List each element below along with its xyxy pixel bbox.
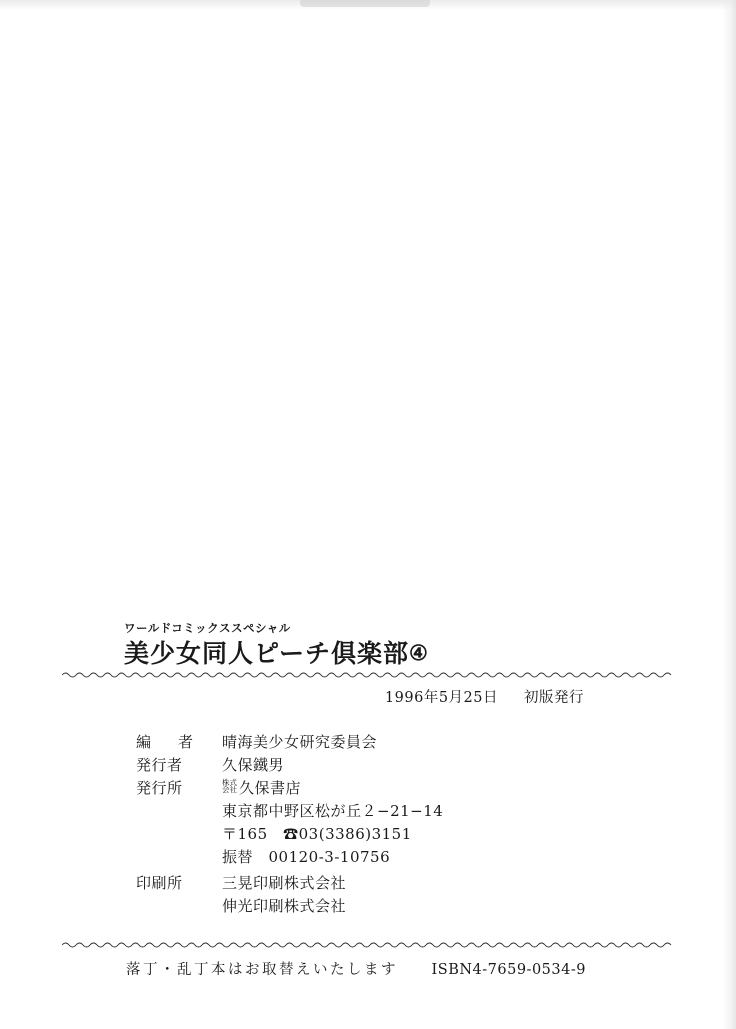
edition-label: 初版発行 bbox=[524, 690, 584, 706]
publisher-address-line-1: 東京都中野区松が丘２−21−14 bbox=[222, 802, 444, 820]
credit-value-printer: 三晃印刷株式会社 bbox=[222, 874, 347, 892]
page-top-smudge bbox=[300, 0, 430, 7]
credit-row-publisher-person bbox=[136, 754, 736, 777]
printer-second-name: 伸光印刷株式会社 bbox=[222, 897, 347, 915]
corp-prefix bbox=[222, 779, 237, 793]
publisher-address-line-2: 〒165 ☎03(3386)3151 bbox=[222, 825, 412, 843]
footer-row bbox=[0, 958, 736, 979]
credits-table bbox=[136, 731, 736, 918]
publication-date-row bbox=[0, 686, 736, 707]
divider-wave-top bbox=[62, 670, 672, 679]
publisher-company-name: 久保書店 bbox=[239, 779, 302, 797]
credit-label-publisher-company: 発行所 bbox=[136, 779, 183, 797]
book-volume-number: ④ bbox=[409, 640, 429, 665]
isbn: ISBN4-7659-0534-9 bbox=[431, 962, 586, 978]
credit-label-publisher-person: 発行者 bbox=[136, 756, 183, 774]
credit-row-publisher-company bbox=[136, 777, 736, 800]
credit-label-printer: 印刷所 bbox=[136, 874, 183, 892]
credit-value-editor: 晴海美少女研究委員会 bbox=[222, 733, 378, 751]
book-title bbox=[124, 637, 736, 670]
series-label: ワールドコミックススペシャル bbox=[124, 621, 291, 635]
colophon-block bbox=[0, 620, 736, 979]
defect-notice: 落丁・乱丁本はお取替えいたします bbox=[126, 962, 398, 978]
corp-prefix-line1: 株式 bbox=[222, 778, 237, 787]
publication-date: 1996年5月25日 bbox=[384, 690, 498, 706]
credit-value-publisher-company bbox=[222, 777, 736, 800]
book-title-text: 美少女同人ピーチ倶楽部 bbox=[124, 639, 410, 668]
credit-label-editor: 編 者 bbox=[136, 733, 200, 751]
corp-prefix-line2: 会社 bbox=[222, 785, 237, 794]
credit-value-publisher-person: 久保鐵男 bbox=[222, 756, 285, 774]
divider-wave-bottom-wrap bbox=[0, 940, 736, 949]
credit-row-printer bbox=[136, 872, 736, 895]
divider-wave-bottom bbox=[62, 940, 672, 949]
credit-row-editor bbox=[136, 731, 736, 754]
publisher-address-line-3: 振替 00120-3-10756 bbox=[222, 848, 391, 866]
